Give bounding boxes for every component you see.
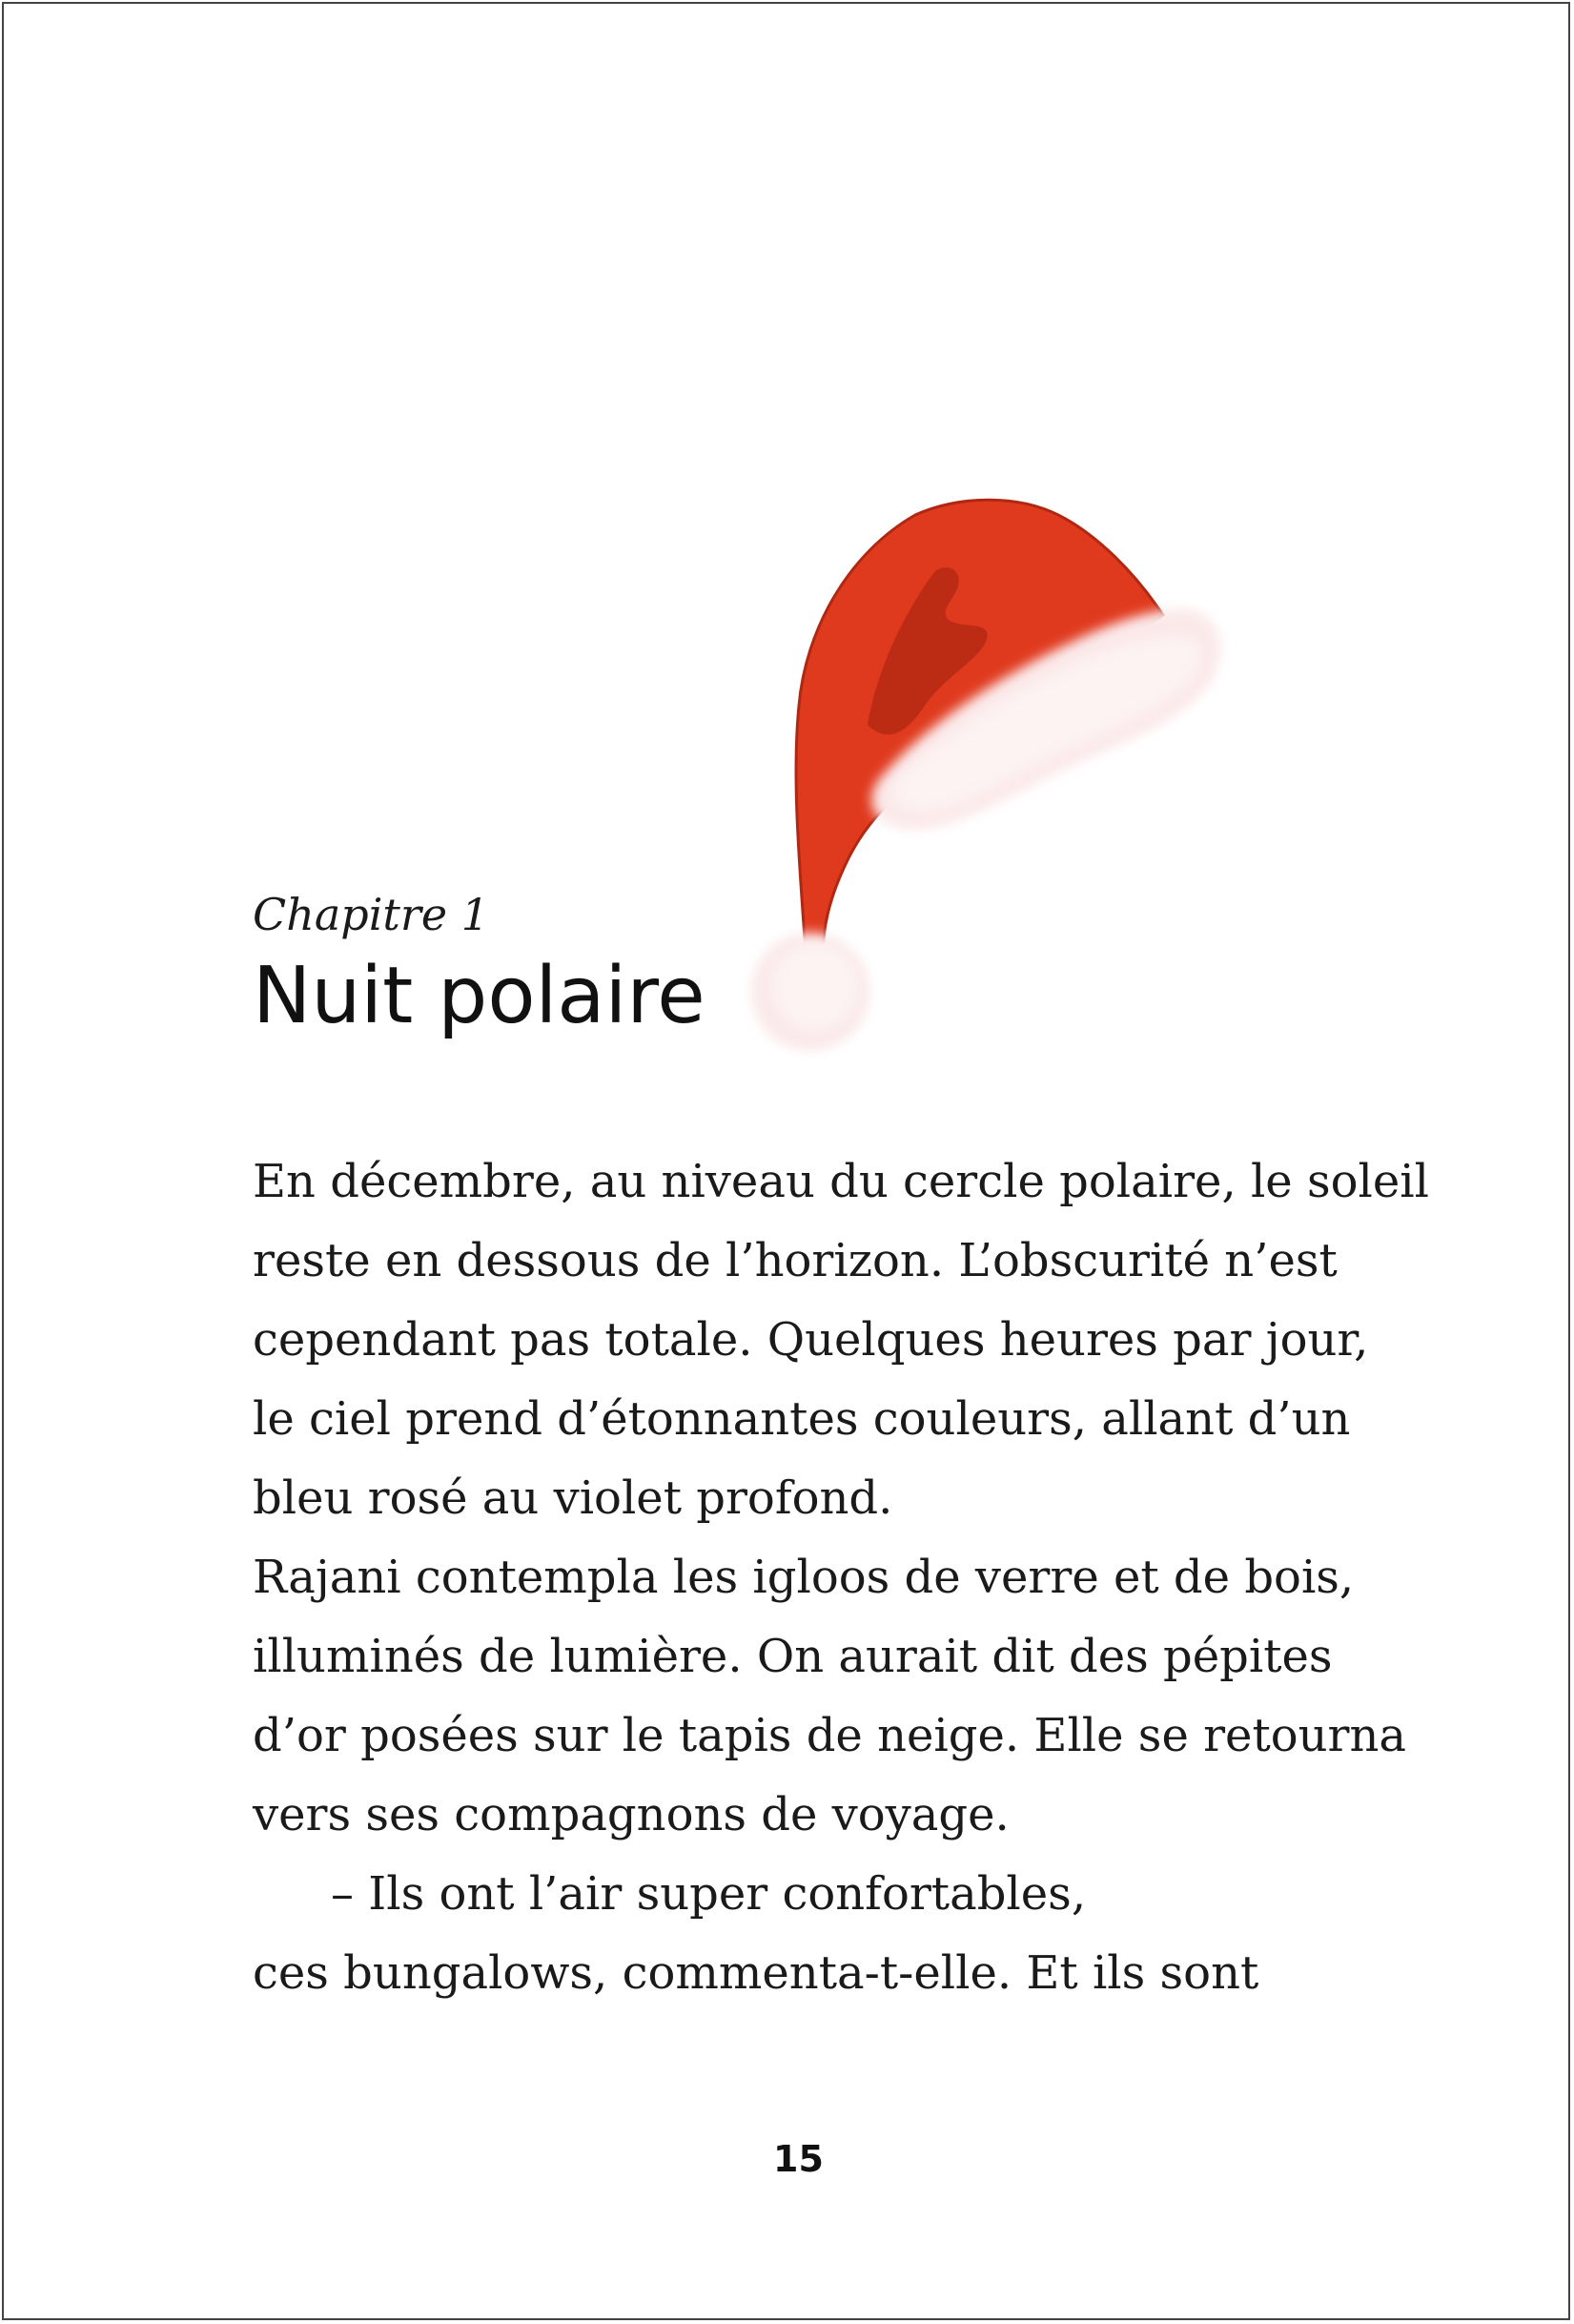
body-text: [253, 1142, 1429, 2013]
page-number: 15: [773, 2138, 824, 2180]
text-line: d’or posées sur le tapis de neige. Elle se retourna: [253, 1709, 1407, 1762]
dialogue-line: – Ils ont l’air super confortables,: [331, 1867, 1087, 1921]
text-line: reste en dessous de l’horizon. L’obscurité n’est: [253, 1234, 1338, 1287]
santa-hat-icon: [734, 496, 1306, 1087]
text-line: illuminés de lumière. On aurait dit des pépites: [253, 1630, 1333, 1683]
chapter-title: Nuit polaire: [253, 951, 705, 1041]
text-line: bleu rosé au violet profond.: [253, 1471, 893, 1525]
text-line: vers ses compagnons de voyage.: [253, 1788, 1010, 1841]
text-line: ces bungalows, commenta-t-elle. Et ils sont: [253, 1946, 1259, 2000]
text-line: Rajani contempla les igloos de verre et de bois,: [253, 1551, 1355, 1604]
text-line: le ciel prend d’étonnantes couleurs, allant d’un: [253, 1392, 1351, 1446]
text-line: cependant pas totale. Quelques heures par jour,: [253, 1313, 1369, 1367]
text-line: En décembre, au niveau du cercle polaire, le soleil: [253, 1155, 1429, 1208]
chapter-label: Chapitre 1: [253, 889, 489, 940]
